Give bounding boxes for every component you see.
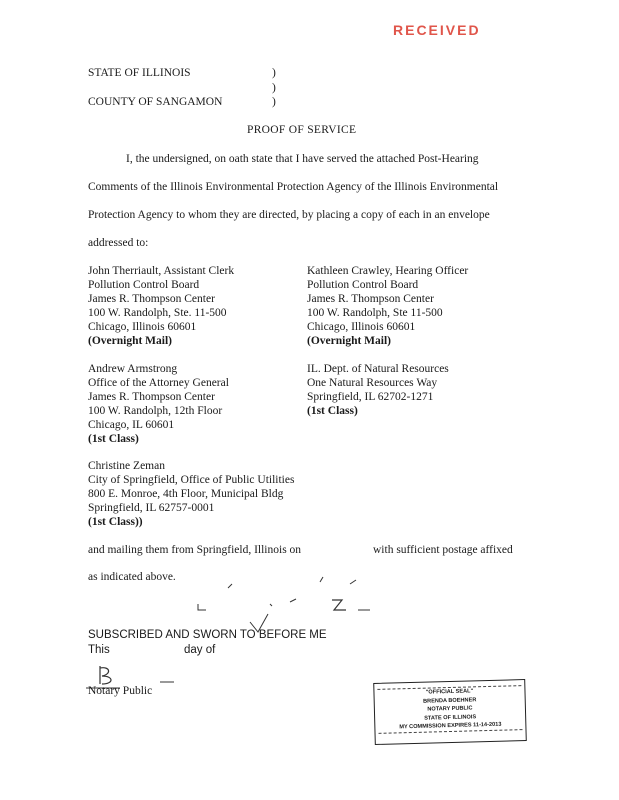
address-line: James R. Thompson Center — [88, 391, 215, 403]
caption-paren: ) — [272, 82, 276, 94]
caption-paren: ) — [272, 96, 276, 108]
recipient-block — [88, 362, 229, 446]
address-line: Pollution Control Board — [88, 279, 200, 291]
address-line: 100 W. Randolph, Ste 11-500 — [307, 307, 443, 319]
address-line: Pollution Control Board — [307, 279, 419, 291]
notary-seal-stamp — [373, 679, 527, 745]
caption-paren: ) — [272, 67, 276, 79]
delivery-method: (1st Class) — [307, 405, 358, 417]
recipient-block — [307, 264, 468, 348]
address-line: Christine Zeman — [88, 460, 165, 472]
mailing-statement-end: with sufficient postage affixed — [373, 544, 513, 556]
seal-line: BRENDA BOEHNER — [423, 696, 477, 705]
address-line: 100 W. Randolph, 12th Floor — [88, 405, 223, 417]
this-label: This — [88, 644, 110, 656]
seal-text-block — [377, 685, 522, 733]
seal-line: "OFFICIAL SEAL" — [425, 688, 474, 696]
seal-line: NOTARY PUBLIC — [427, 705, 473, 713]
body-line: addressed to: — [88, 237, 149, 249]
address-line: James R. Thompson Center — [307, 293, 434, 305]
address-line: Springfield, IL 62757-0001 — [88, 502, 215, 514]
mailing-statement: and mailing them from Springfield, Illinois on — [88, 544, 302, 556]
delivery-method: (Overnight Mail) — [88, 335, 172, 347]
address-line: James R. Thompson Center — [88, 293, 215, 305]
page-title: PROOF OF SERVICE — [247, 124, 357, 136]
address-line: Kathleen Crawley, Hearing Officer — [307, 265, 469, 277]
address-line: Chicago, Illinois 60601 — [88, 321, 197, 333]
delivery-method: (1st Class)) — [88, 516, 143, 528]
body-line: Comments of the Illinois Environmental Protection Agency of the Illinois Environmental — [88, 181, 499, 193]
seal-line: STATE OF ILLINOIS — [424, 713, 477, 722]
body-line: I, the undersigned, on oath state that I have served the attached Post-Hearing — [126, 153, 479, 165]
delivery-method: (Overnight Mail) — [307, 335, 391, 347]
indicated-line: as indicated above. — [88, 571, 176, 583]
address-line: 100 W. Randolph, Ste. 11-500 — [88, 307, 227, 319]
address-line: IL. Dept. of Natural Resources — [307, 363, 449, 375]
recipient-block — [88, 264, 234, 348]
subscribed-sworn: SUBSCRIBED AND SWORN TO BEFORE ME — [88, 629, 327, 641]
address-line: Andrew Armstrong — [88, 363, 178, 375]
address-line: Chicago, IL 60601 — [88, 419, 175, 431]
day-of-label: day of — [184, 644, 216, 656]
address-line: One Natural Resources Way — [307, 377, 438, 389]
address-line: Chicago, Illinois 60601 — [307, 321, 416, 333]
address-line: Springfield, IL 62702-1271 — [307, 391, 434, 403]
recipient-block — [307, 362, 449, 418]
address-line: John Therriault, Assistant Clerk — [88, 265, 235, 277]
caption-county: COUNTY OF SANGAMON — [88, 96, 223, 108]
caption-state: STATE OF ILLINOIS — [88, 67, 191, 79]
seal-line: MY COMMISSION EXPIRES 11-14-2013 — [399, 721, 502, 731]
address-line: City of Springfield, Office of Public Utilities — [88, 474, 295, 486]
signature-marks — [190, 574, 390, 634]
address-line: 800 E. Monroe, 4th Floor, Municipal Bldg — [88, 488, 284, 500]
recipient-block — [88, 459, 294, 529]
address-line: Office of the Attorney General — [88, 377, 229, 389]
notary-public-label: Notary Public — [88, 685, 153, 697]
body-line: Protection Agency to whom they are directed, by placing a copy of each in an envelope — [88, 209, 490, 221]
received-stamp: RECEIVED — [393, 22, 481, 38]
delivery-method: (1st Class) — [88, 433, 139, 445]
